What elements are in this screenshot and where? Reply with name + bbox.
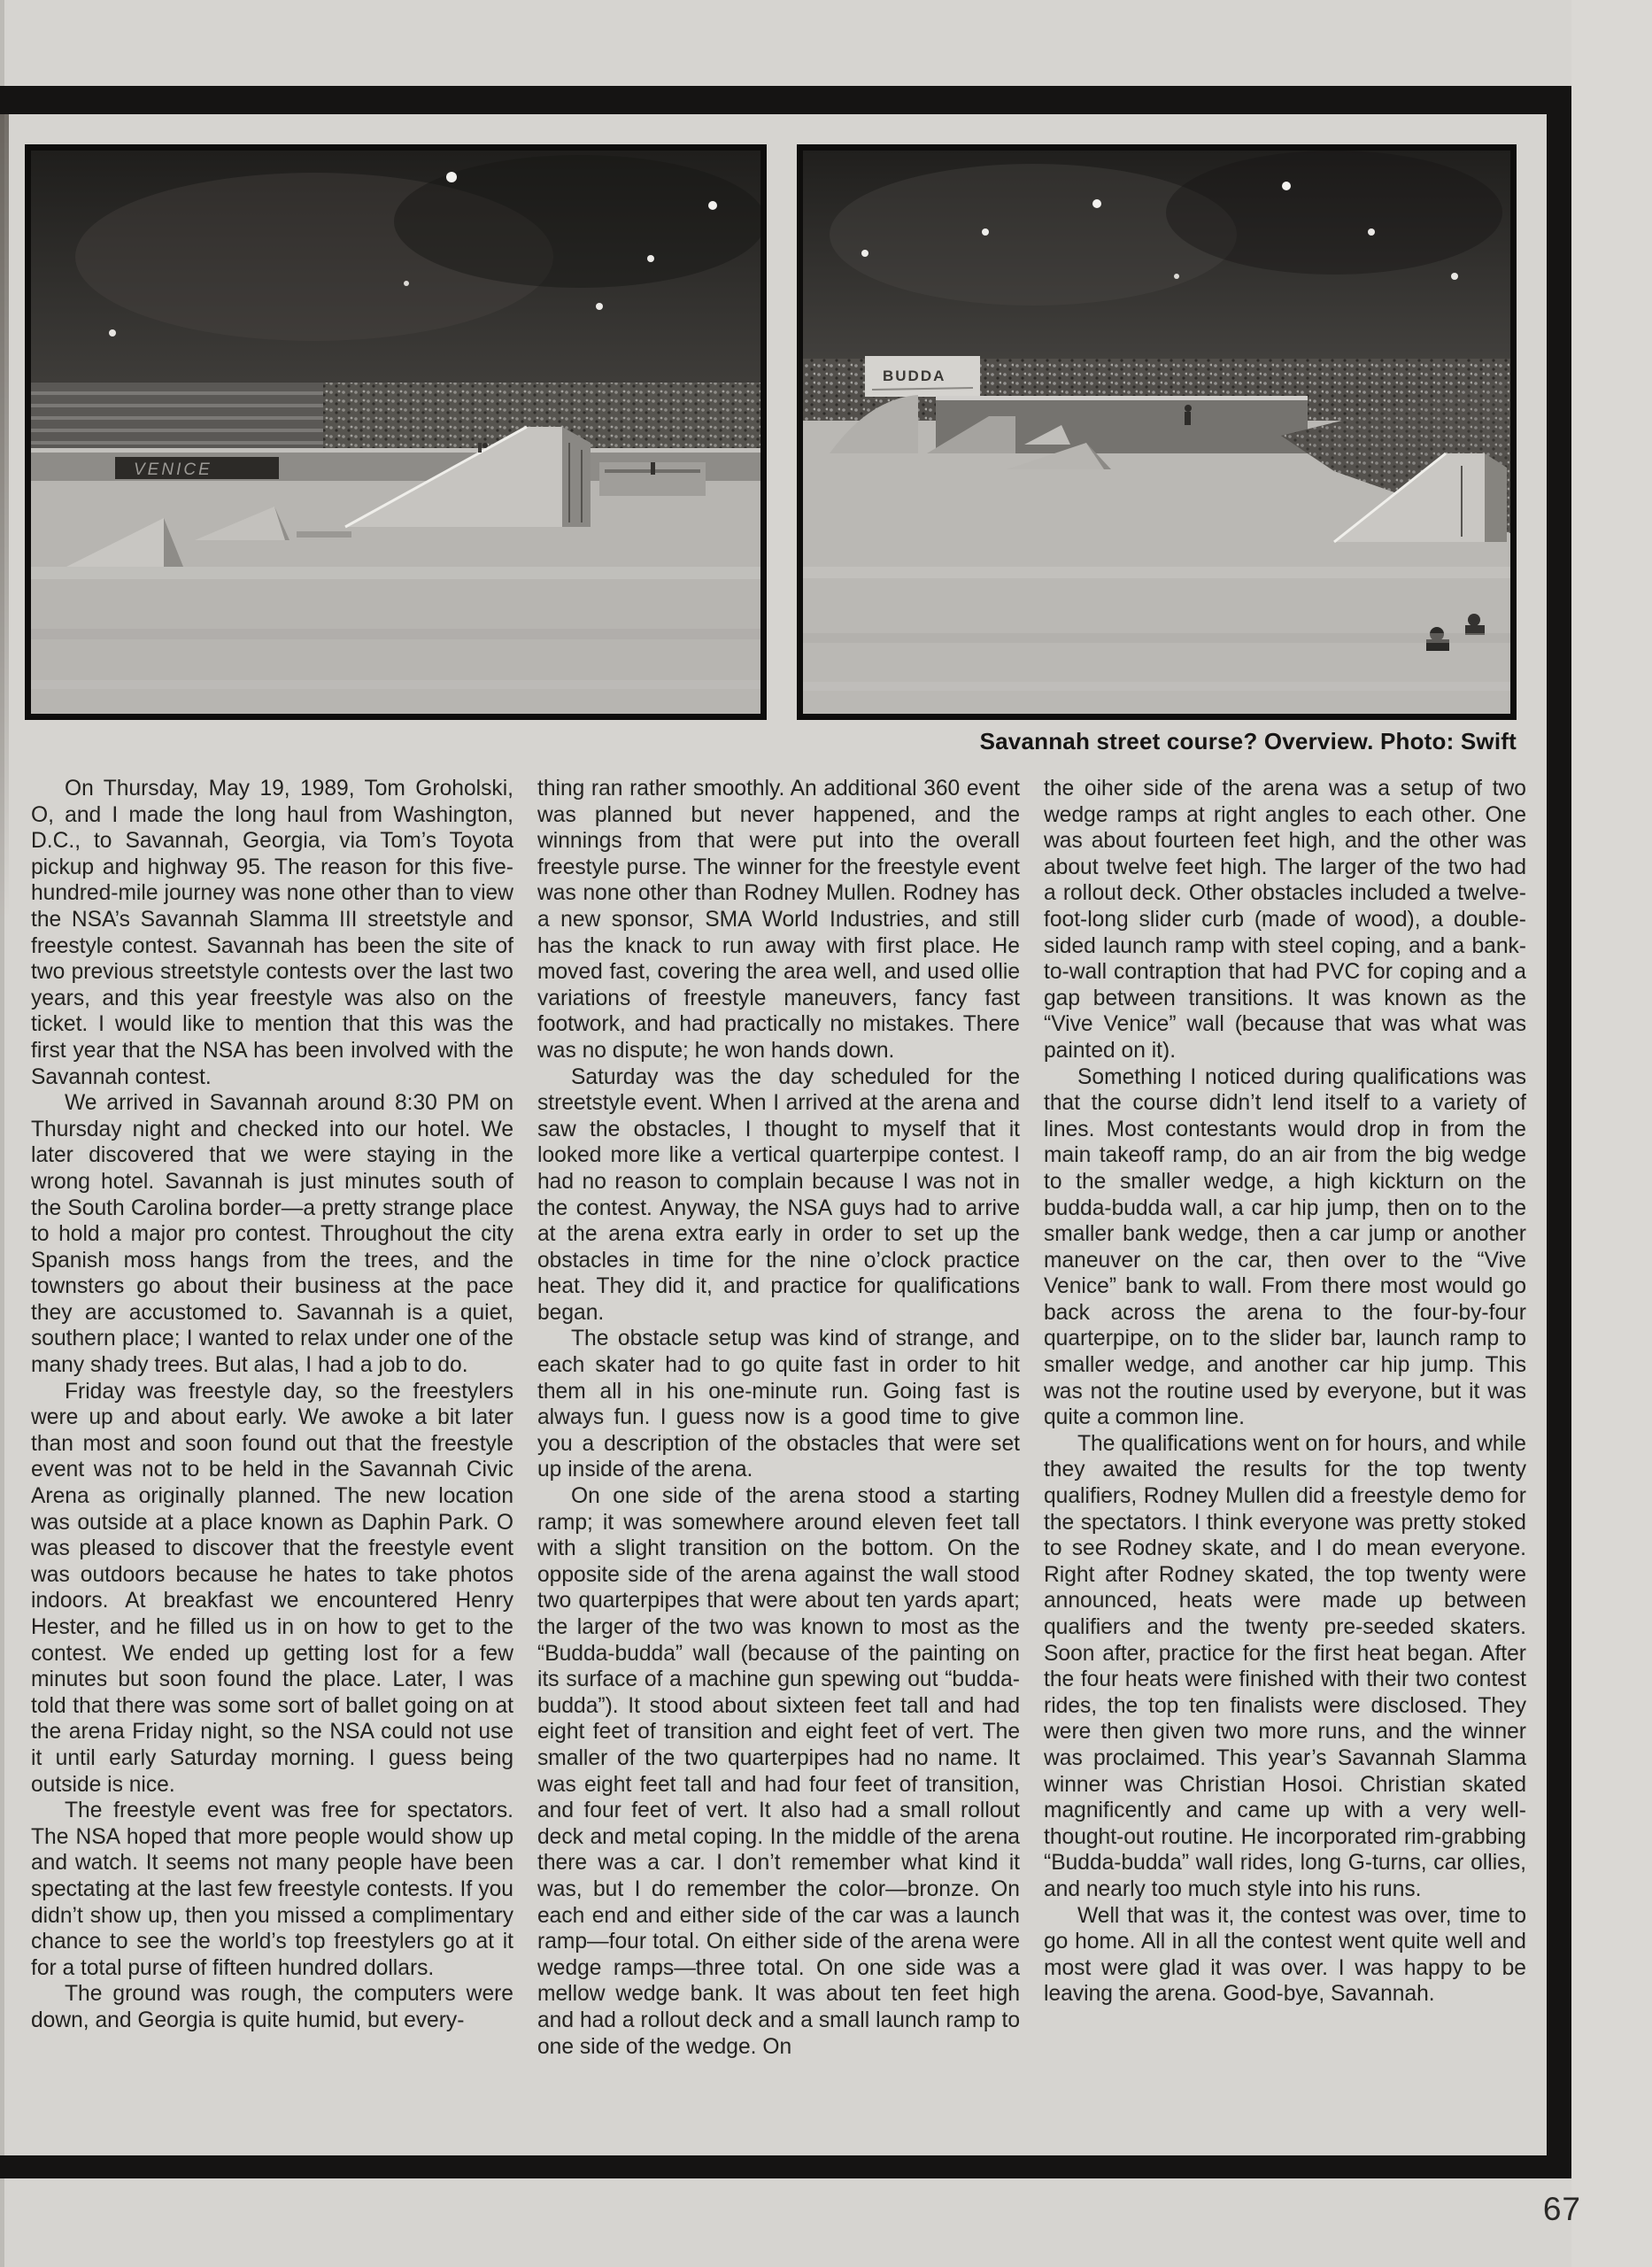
bottom-rule-bar [0, 2155, 1571, 2178]
paragraph: Something I noticed during qualifications was that the course didn’t lend itself to a variety of lines. Most contestants would drop in from the main takeoff ramp, do an air from the big wedge to the smaller wedge, a high kickturn on the budda-budda wall, a car hip jump, then on to the smaller bank wedge, then a car jump or another maneuver on the car, then over to the “Vive Venice” bank to wall. From there most would go back across the arena to the four-by-four quarterpipe, on to the slider bar, launch ramp to smaller wedge, and another car hip jump. This was not the routine used by everyone, but it was quite a common line. [1044, 1064, 1526, 1430]
article-column-1 [31, 776, 513, 2034]
arena-photo-right [797, 144, 1517, 720]
photo-caption: Savannah street course? Overview. Photo: Swift [979, 728, 1517, 754]
paragraph: On Thursday, May 19, 1989, Tom Groholski, O, and I made the long haul from Washington, D.C., to Savannah, Georgia, via Tom’s Toyota pickup and highway 95. The reason for this five-hundred-mile journey was none other than to view the NSA’s Savannah Slamma III streetstyle and freestyle contest. Savannah has been the site of two previous streetstyle contests over the last two years, and this year freestyle was also on the ticket. I would like to mention that this was the first year that the NSA has been involved with the Savannah contest. [31, 777, 513, 1089]
paragraph: On one side of the arena stood a starting ramp; it was somewhere around eleven feet tall with a slight transition on the bottom. On the opposite side of the arena against the wall stood two quarterpipes that were about ten yards apart; the larger of the two was known to most as the “Budda-budda” wall (because of the painting on its surface of a machine gun spewing out “budda-budda”). It stood about sixteen feet tall and had eight feet of transition and eight feet of vert. The smaller of the two quarterpipes had no name. It was eight feet tall and had four feet of transition, and four feet of vert. It also had a small rollout deck and metal coping. In the middle of the arena there was a car. I don’t remember what kind it was, but I do remember the color—bronze. On each end and either side of the car was a launch ramp—four total. On either side of the arena were wedge ramps—three total. On one side was a mellow wedge bank. It was about ten feet high and had a rollout deck and a small launch ramp to one side of the wedge. On [537, 1484, 1020, 2059]
venice-graffiti: VENICE [134, 460, 212, 479]
paragraph: We arrived in Savannah around 8:30 PM on Thursday night and checked into our hotel. We later discovered that we were staying in the wrong hotel. Savannah is just minutes south of the South Carolina border—a pretty strange place to hold a major pro contest. Throughout the city Spanish moss hangs from the trees, and the townsters go about their business at the pace they are accustomed to. Savannah is a quiet, southern place; I wanted to relax under one of the many shady trees. But alas, I had a job to do. [31, 1091, 513, 1378]
page-number: 67 [1542, 2191, 1581, 2227]
arena-photo-right-art [803, 151, 1510, 714]
paragraph: Saturday was the day scheduled for the streetstyle event. When I arrived at the arena and saw the obstacles, I thought to myself that it looked more like a vertical quarterpipe contest. I had no reason to complain because I was not in the contest. Anyway, the NSA guys had to arrive at the arena extra early in order to set up the obstacles in time for the nine o’clock practice heat. They did it, and practice for qualifications began. [537, 1064, 1020, 1325]
paragraph: The qualifications went on for hours, and while they awaited the results for the top twenty qualifiers, Rodney Mullen did a freestyle demo for the spectators. I think everyone was pretty stoked to see Rodney skate, and I do mean everyone. Right after Rodney skated, the top twenty were announced, heats were made up between qualifiers and the twenty pre-seeded skaters. Soon after, practice for the first heat began. After the four heats were finished with their two contest rides, the top ten finalists were disclosed. They were then given two more runs, and the winner was proclaimed. This year’s Savannah Slamma winner was Christian Hosoi. Christian skated magnificently and came up with a very well-thought-out routine. He incorporated rim-grabbing “Budda-budda” wall rides, long G-turns, car ollies, and nearly too much style into his runs. [1044, 1431, 1526, 1901]
paragraph: Friday was freestyle day, so the freestylers were up and about early. We awoke a bit later than most and soon found out that the freestyle event was not to be held in the Savannah Civic Arena as originally planned. The new location was outside at a place known as Daphin Park. O was pleased to discover that the freestyle event was outdoors because he hates to take photos indoors. At breakfast we encountered Henry Hester, and he filled us in on how to get to the contest. We ended up getting lost for a few minutes but soon found the place. Later, I was told that there was some sort of ballet going on at the arena Friday night, so the NSA could not use it until early Saturday morning. I guess being outside is nice. [31, 1379, 513, 1797]
page-right-margin [1571, 0, 1652, 2267]
paragraph: Well that was it, the contest was over, time to go home. All in all the contest went quite well and most were glad it was over. I was happy to be leaving the arena. Good-bye, Savannah. [1044, 1903, 1526, 2007]
right-rule-bar [1547, 86, 1571, 2178]
paragraph: the oiher side of the arena was a setup of two wedge ramps at right angles to each other. One was about fourteen feet high, and the other was about twelve feet high. The larger of the two had a rollout deck. Other obstacles included a twelve-foot-long slider curb (made of wood), a double-sided launch ramp with steel coping, and a bank-to-wall contraption that had PVC for coping and a gap between transitions. It was known as the “Vive Venice” wall (because that was what was painted on it). [1044, 777, 1526, 1063]
page-left-edge [0, 0, 4, 2267]
budda-banner-text: BUDDA [883, 368, 946, 384]
paragraph: The freestyle event was free for spectators. The NSA hoped that more people would show up and watch. It seems not many people have been spectating at the last few freestyle contests. If you didn’t show up, then you missed a complimentary chance to see the world’s top freestylers go at it for a total purse of fifteen hundred dollars. [31, 1799, 513, 1980]
paragraph: The obstacle setup was kind of strange, and each skater had to go quite fast in order to hit them all in his one-minute run. Going fast is always fun. I guess now is a good time to give you a description of the obstacles that were set up inside of the arena. [537, 1327, 1020, 1482]
arena-photo-left [25, 144, 767, 720]
top-rule-bar [0, 86, 1569, 114]
paragraph: thing ran rather smoothly. An additional 360 event was planned but never happened, and the winnings from that were put into the overall freestyle purse. The winner for the freestyle event was none other than Rodney Mullen. Rodney has a new sponsor, SMA World Industries, and still has the knack to run away with first place. He moved fast, covering the area well, and used ollie variations of freestyle maneuvers, fancy fast footwork, and had practically no mistakes. There was no dispute; he won hands down. [537, 777, 1020, 1063]
article-column-2 [537, 776, 1020, 2060]
article-column-3 [1044, 776, 1526, 2008]
paragraph: The ground was rough, the computers were down, and Georgia is quite humid, but every- [31, 1982, 513, 2032]
arena-photo-left-art [31, 151, 760, 714]
